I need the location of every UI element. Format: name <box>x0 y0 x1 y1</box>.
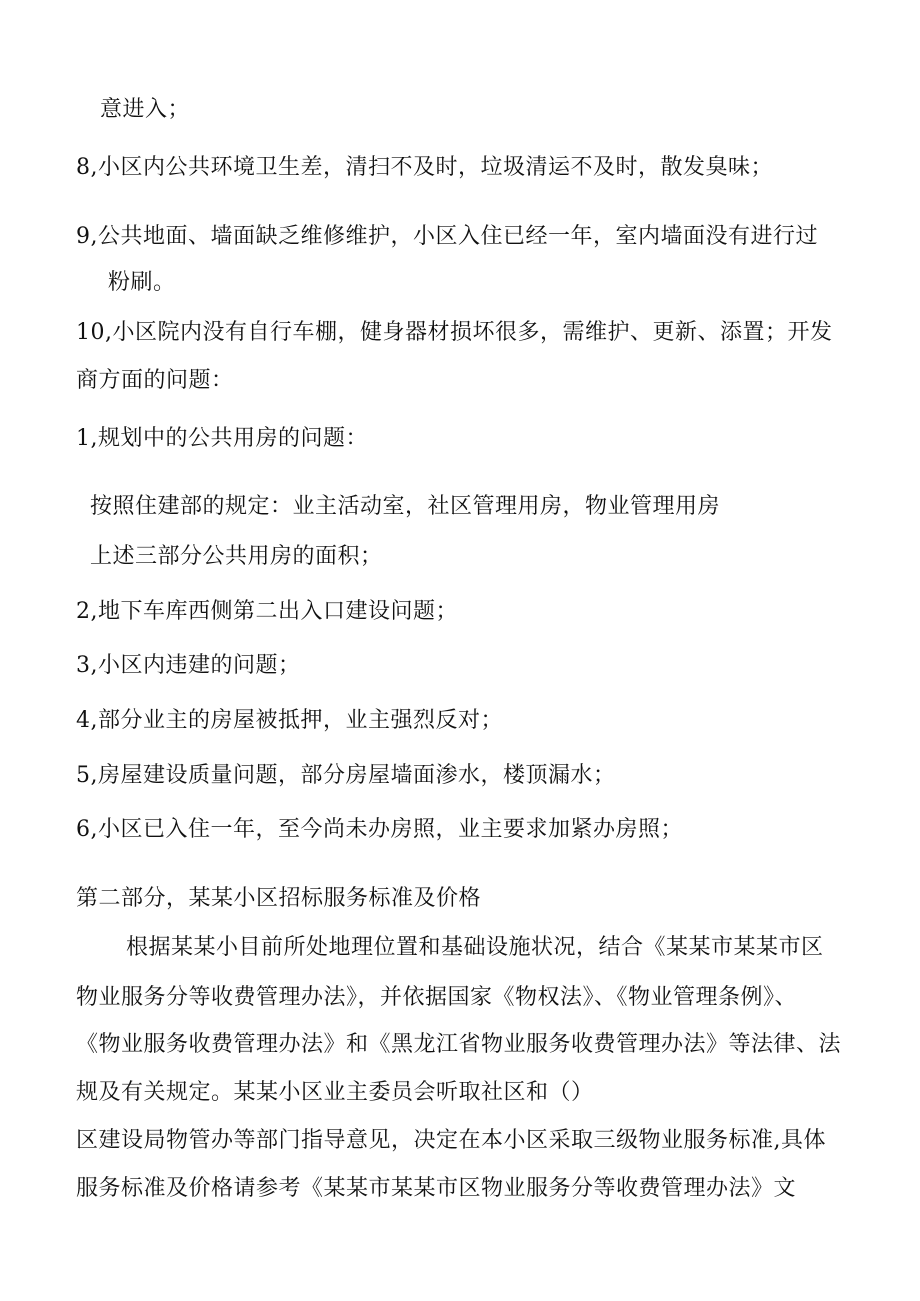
text-line: 商方面的问题： <box>76 368 234 393</box>
list-item: 8,小区内公共环境卫生差，清扫不及时，垃圾清运不及时，散发臭味； <box>76 155 773 180</box>
text-line: 上述三部分公共用房的面积； <box>90 544 383 569</box>
list-item: 10,小区院内没有自行车棚，健身器材损坏很多，需维护、更新、添置；开发 <box>76 320 833 345</box>
paragraph-line: 根据某某小目前所处地理位置和基础设施状况，结合《某某市某某市区 <box>126 935 824 960</box>
paragraph-line: 规及有关规定。某某小区业主委员会听取社区和（） <box>76 1080 594 1105</box>
text-line: 意进入； <box>100 97 191 122</box>
paragraph-line: 服务标准及价格请参考《某某市某某市区物业服务分等收费管理办法》文 <box>76 1176 797 1201</box>
list-item: 3,小区内违建的问题； <box>76 653 301 678</box>
list-item: 9,公共地面、墙面缺乏维修维护，小区入住已经一年，室内墙面没有进行过 <box>76 224 818 249</box>
section-heading: 第二部分，某某小区招标服务标准及价格 <box>76 886 482 911</box>
paragraph-line: 《物业服务收费管理办法》和《黑龙江省物业服务收费管理办法》等法律、法 <box>76 1032 842 1057</box>
list-item: 2,地下车库西侧第二出入口建设问题； <box>76 599 458 624</box>
text-line: 粉刷。 <box>108 270 176 295</box>
list-item: 5,房屋建设质量问题，部分房屋墙面渗水，楼顶漏水； <box>76 763 616 788</box>
list-item: 1,规划中的公共用房的问题： <box>76 426 368 451</box>
list-item: 6,小区已入住一年，至今尚未办房照，业主要求加紧办房照； <box>76 817 683 842</box>
paragraph-line: 区建设局物管办等部门指导意见，决定在本小区采取三级物业服务标准,具体 <box>76 1128 826 1153</box>
text-line: 按照住建部的规定：业主活动室，社区管理用房，物业管理用房 <box>90 494 721 519</box>
paragraph-line: 物业服务分等收费管理办法》，并依据国家《物权法》、《物业管理条例》、 <box>76 985 798 1010</box>
list-item: 4,部分业主的房屋被抵押，业主强烈反对； <box>76 708 503 733</box>
